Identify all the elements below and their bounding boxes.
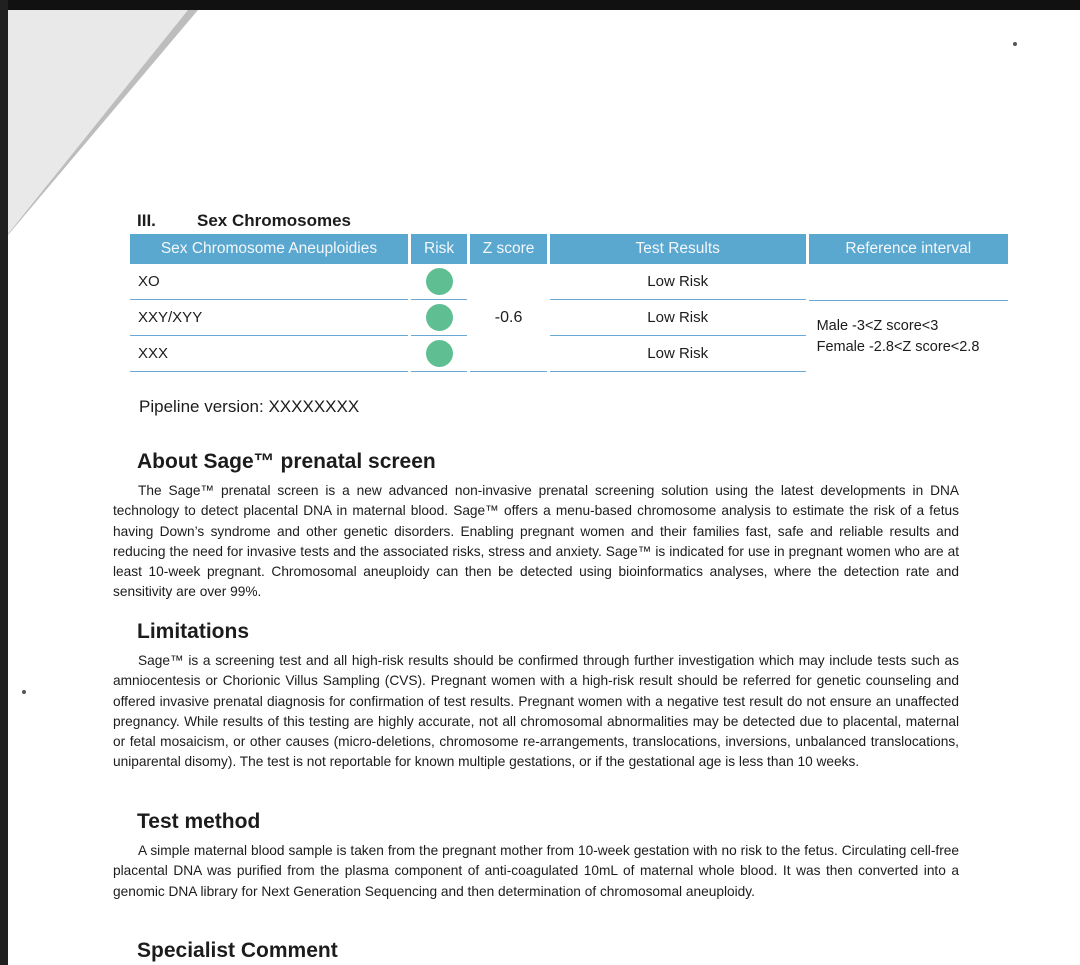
header-test-results: Test Results: [550, 234, 806, 264]
section-number: III.: [137, 211, 156, 230]
test-result-cell: Low Risk: [550, 300, 806, 336]
risk-cell: [411, 264, 467, 300]
section-heading: [137, 211, 351, 231]
section-title: Sex Chromosomes: [197, 211, 351, 230]
header-aneuploidies: Sex Chromosome Aneuploidies: [130, 234, 408, 264]
chromosome-cell: XXY/XYY: [130, 300, 408, 336]
reference-female: Female -2.8<Z score<2.8: [816, 338, 980, 355]
page-left-edge: [0, 0, 8, 965]
reference-interval-cell: [809, 300, 1008, 372]
about-paragraph: The Sage™ prenatal screen is a new advanced non-invasive prenatal screening solution using the latest developments in DNA technology to detect placental DNA in maternal blood. Sage™ offers a menu-based chromosome analysis to estimate the risk of a fetus having Down’s syndrome and other genetic disorders. Enabling pregnant women and their families fast, safe and reliable results and reducing the need for invasive tests and the associated risks, stress and anxiety. Sage™ is indicated for use in pregnant women who are at least 10-week pregnant. Chromosomal aneuploidy can then be detected using bioinformatics analyses, where the detection rate and sensitivity are over 99%.: [113, 483, 959, 600]
specialist-comment-heading: Specialist Comment: [137, 939, 338, 962]
limitations-heading: Limitations: [137, 620, 250, 643]
risk-cell: [411, 300, 467, 336]
test-result-cell: Low Risk: [550, 264, 806, 300]
z-score-value: -0.6: [470, 264, 547, 372]
header-z-score: Z score: [470, 234, 547, 264]
table-row: [130, 264, 1008, 300]
header-risk: Risk: [411, 234, 467, 264]
about-heading: About Sage™ prenatal screen: [137, 450, 436, 473]
table-row: [130, 300, 1008, 336]
pipeline-version: Pipeline version: XXXXXXXX: [139, 397, 360, 416]
test-result-cell: Low Risk: [550, 336, 806, 372]
chromosome-cell: XO: [130, 264, 408, 300]
header-reference-interval: Reference interval: [809, 234, 1008, 264]
test-method-paragraph: A simple maternal blood sample is taken from the pregnant mother from 10-week gestation with no risk to the fetus. Circulating cell-free placental DNA was purified from the plasma component of anti-coagulated 10mL of maternal whole blood. It was then converted into a genomic DNA library for Next Generation Sequencing and then determination of chromosomal aneuploidy.: [113, 843, 959, 899]
low-risk-indicator-icon: [426, 304, 453, 331]
low-risk-indicator-icon: [426, 268, 453, 295]
chromosome-cell: XXX: [130, 336, 408, 372]
speck: [22, 690, 26, 694]
reference-spacer: [809, 264, 1008, 300]
limitations-paragraph: Sage™ is a screening test and all high-risk results should be confirmed through further investigation which may include tests such as amniocentesis or Chorionic Villus Sampling (CVS). Pregnant women with a high-risk result should be referred for genetic counseling and offered invasive prenatal diagnosis for confirmation of test results. Pregnant women with a negative test result do not ensure an unaffected pregnancy. While results of this testing are highly accurate, not all chromosomal abnormalities may be detected due to placental, maternal or fetal mosaicism, or other causes (micro-deletions, chromosome re-arrangements, translocations, inversions, unbalanced translocations, uniparental disomy). The test is not reportable for known multiple gestations, or if the gestational age is less than 10 weeks.: [113, 653, 959, 770]
sex-chromosome-table: [127, 234, 1011, 372]
test-method-heading: Test method: [137, 810, 261, 833]
risk-cell: [411, 336, 467, 372]
page-top-edge: [0, 0, 1080, 10]
low-risk-indicator-icon: [426, 340, 453, 367]
table-header-row: [130, 234, 1008, 264]
reference-male: Male -3<Z score<3: [816, 317, 939, 334]
speck: [1013, 42, 1017, 46]
